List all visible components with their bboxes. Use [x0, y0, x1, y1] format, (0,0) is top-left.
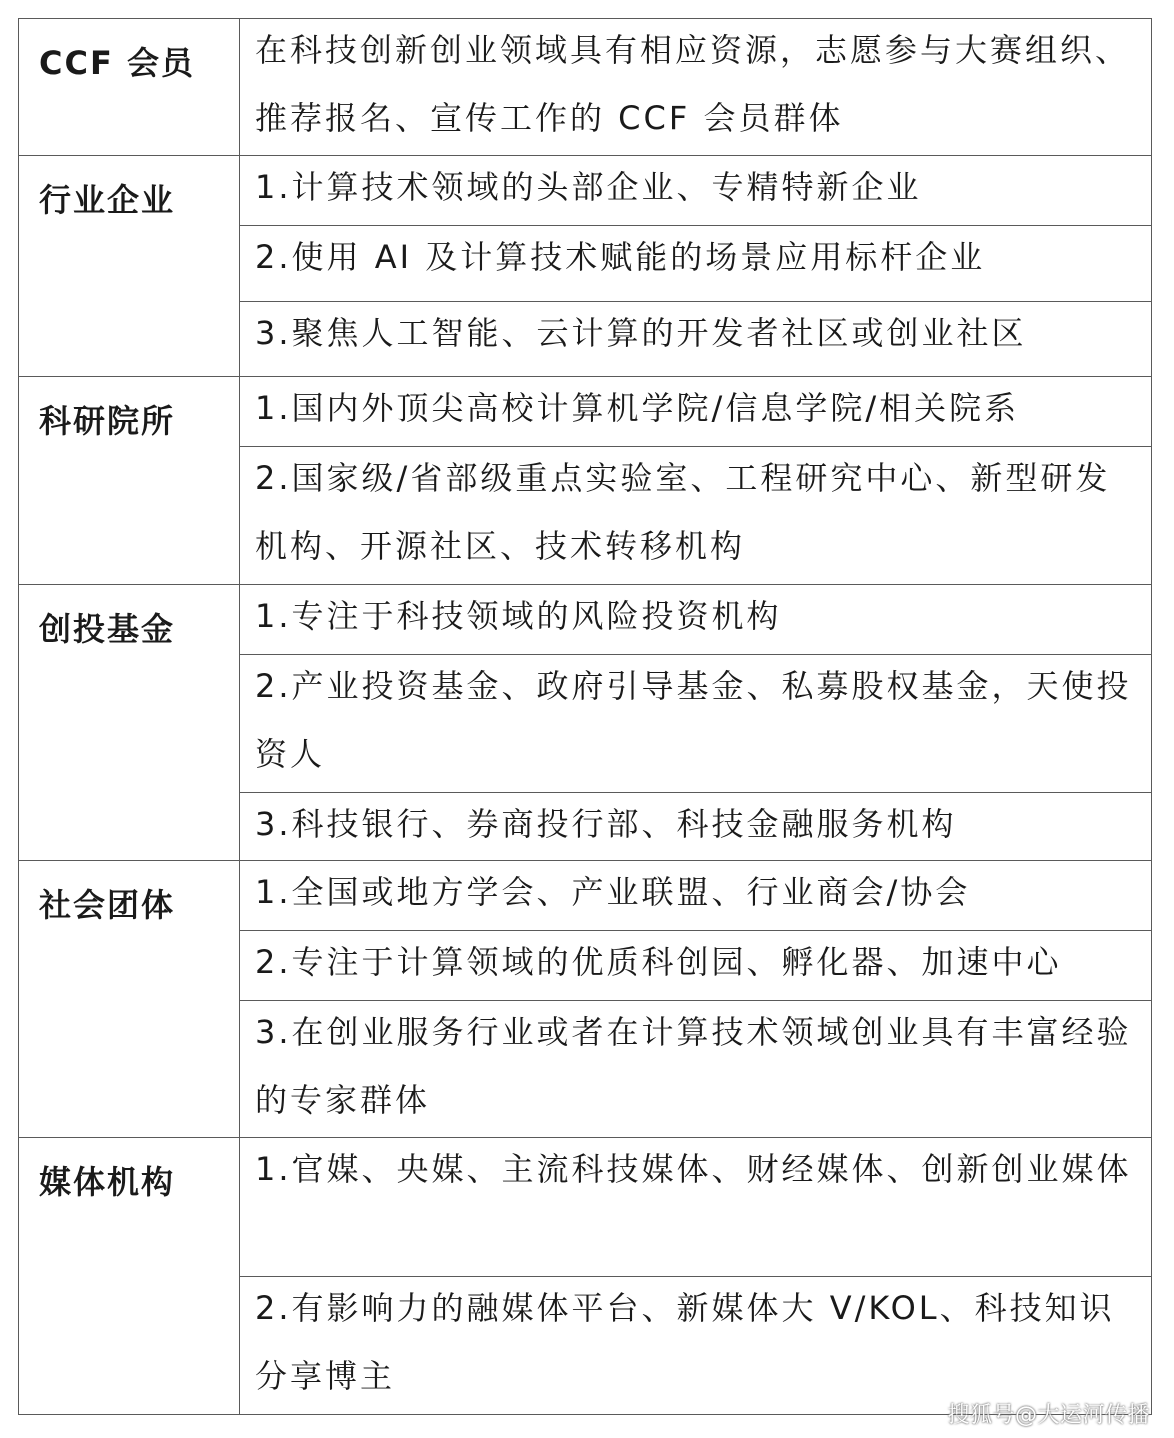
category-label: 社会团体 [19, 861, 240, 1138]
watermark: 搜狐号@大运河传播 [947, 1403, 1150, 1428]
table-row [19, 585, 1152, 655]
category-item: 2.国家级/省部级重点实验室、工程研究中心、新型研发机构、开源社区、技术转移机构 [240, 447, 1152, 585]
category-label: 行业企业 [19, 156, 240, 377]
category-item: 3.聚焦人工智能、云计算的开发者社区或创业社区 [240, 302, 1152, 377]
table-row [19, 156, 1152, 226]
category-item: 1.国内外顶尖高校计算机学院/信息学院/相关院系 [240, 377, 1152, 447]
category-item: 2.使用 AI 及计算技术赋能的场景应用标杆企业 [240, 226, 1152, 302]
category-item: 3.科技银行、券商投行部、科技金融服务机构 [240, 793, 1152, 861]
table-row [19, 19, 1152, 156]
category-label: 创投基金 [19, 585, 240, 861]
category-item: 1.全国或地方学会、产业联盟、行业商会/协会 [240, 861, 1152, 931]
category-table [18, 18, 1152, 1415]
category-label: 科研院所 [19, 377, 240, 585]
category-item: 3.在创业服务行业或者在计算技术领域创业具有丰富经验的专家群体 [240, 1001, 1152, 1138]
category-label: 媒体机构 [19, 1138, 240, 1415]
category-item: 在科技创新创业领域具有相应资源，志愿参与大赛组织、推荐报名、宣传工作的 CCF 会员群体 [240, 19, 1152, 156]
table-row [19, 1138, 1152, 1277]
category-item: 2.产业投资基金、政府引导基金、私募股权基金，天使投资人 [240, 655, 1152, 793]
category-item: 1.计算技术领域的头部企业、专精特新企业 [240, 156, 1152, 226]
category-item: 2.有影响力的融媒体平台、新媒体大 V/KOL、科技知识分享博主 [240, 1277, 1152, 1415]
category-label: CCF 会员 [19, 19, 240, 156]
table-row [19, 861, 1152, 931]
category-item: 1.官媒、央媒、主流科技媒体、财经媒体、创新创业媒体 [240, 1138, 1152, 1277]
table-row [19, 377, 1152, 447]
category-item: 2.专注于计算领域的优质科创园、孵化器、加速中心 [240, 931, 1152, 1001]
category-item: 1.专注于科技领域的风险投资机构 [240, 585, 1152, 655]
